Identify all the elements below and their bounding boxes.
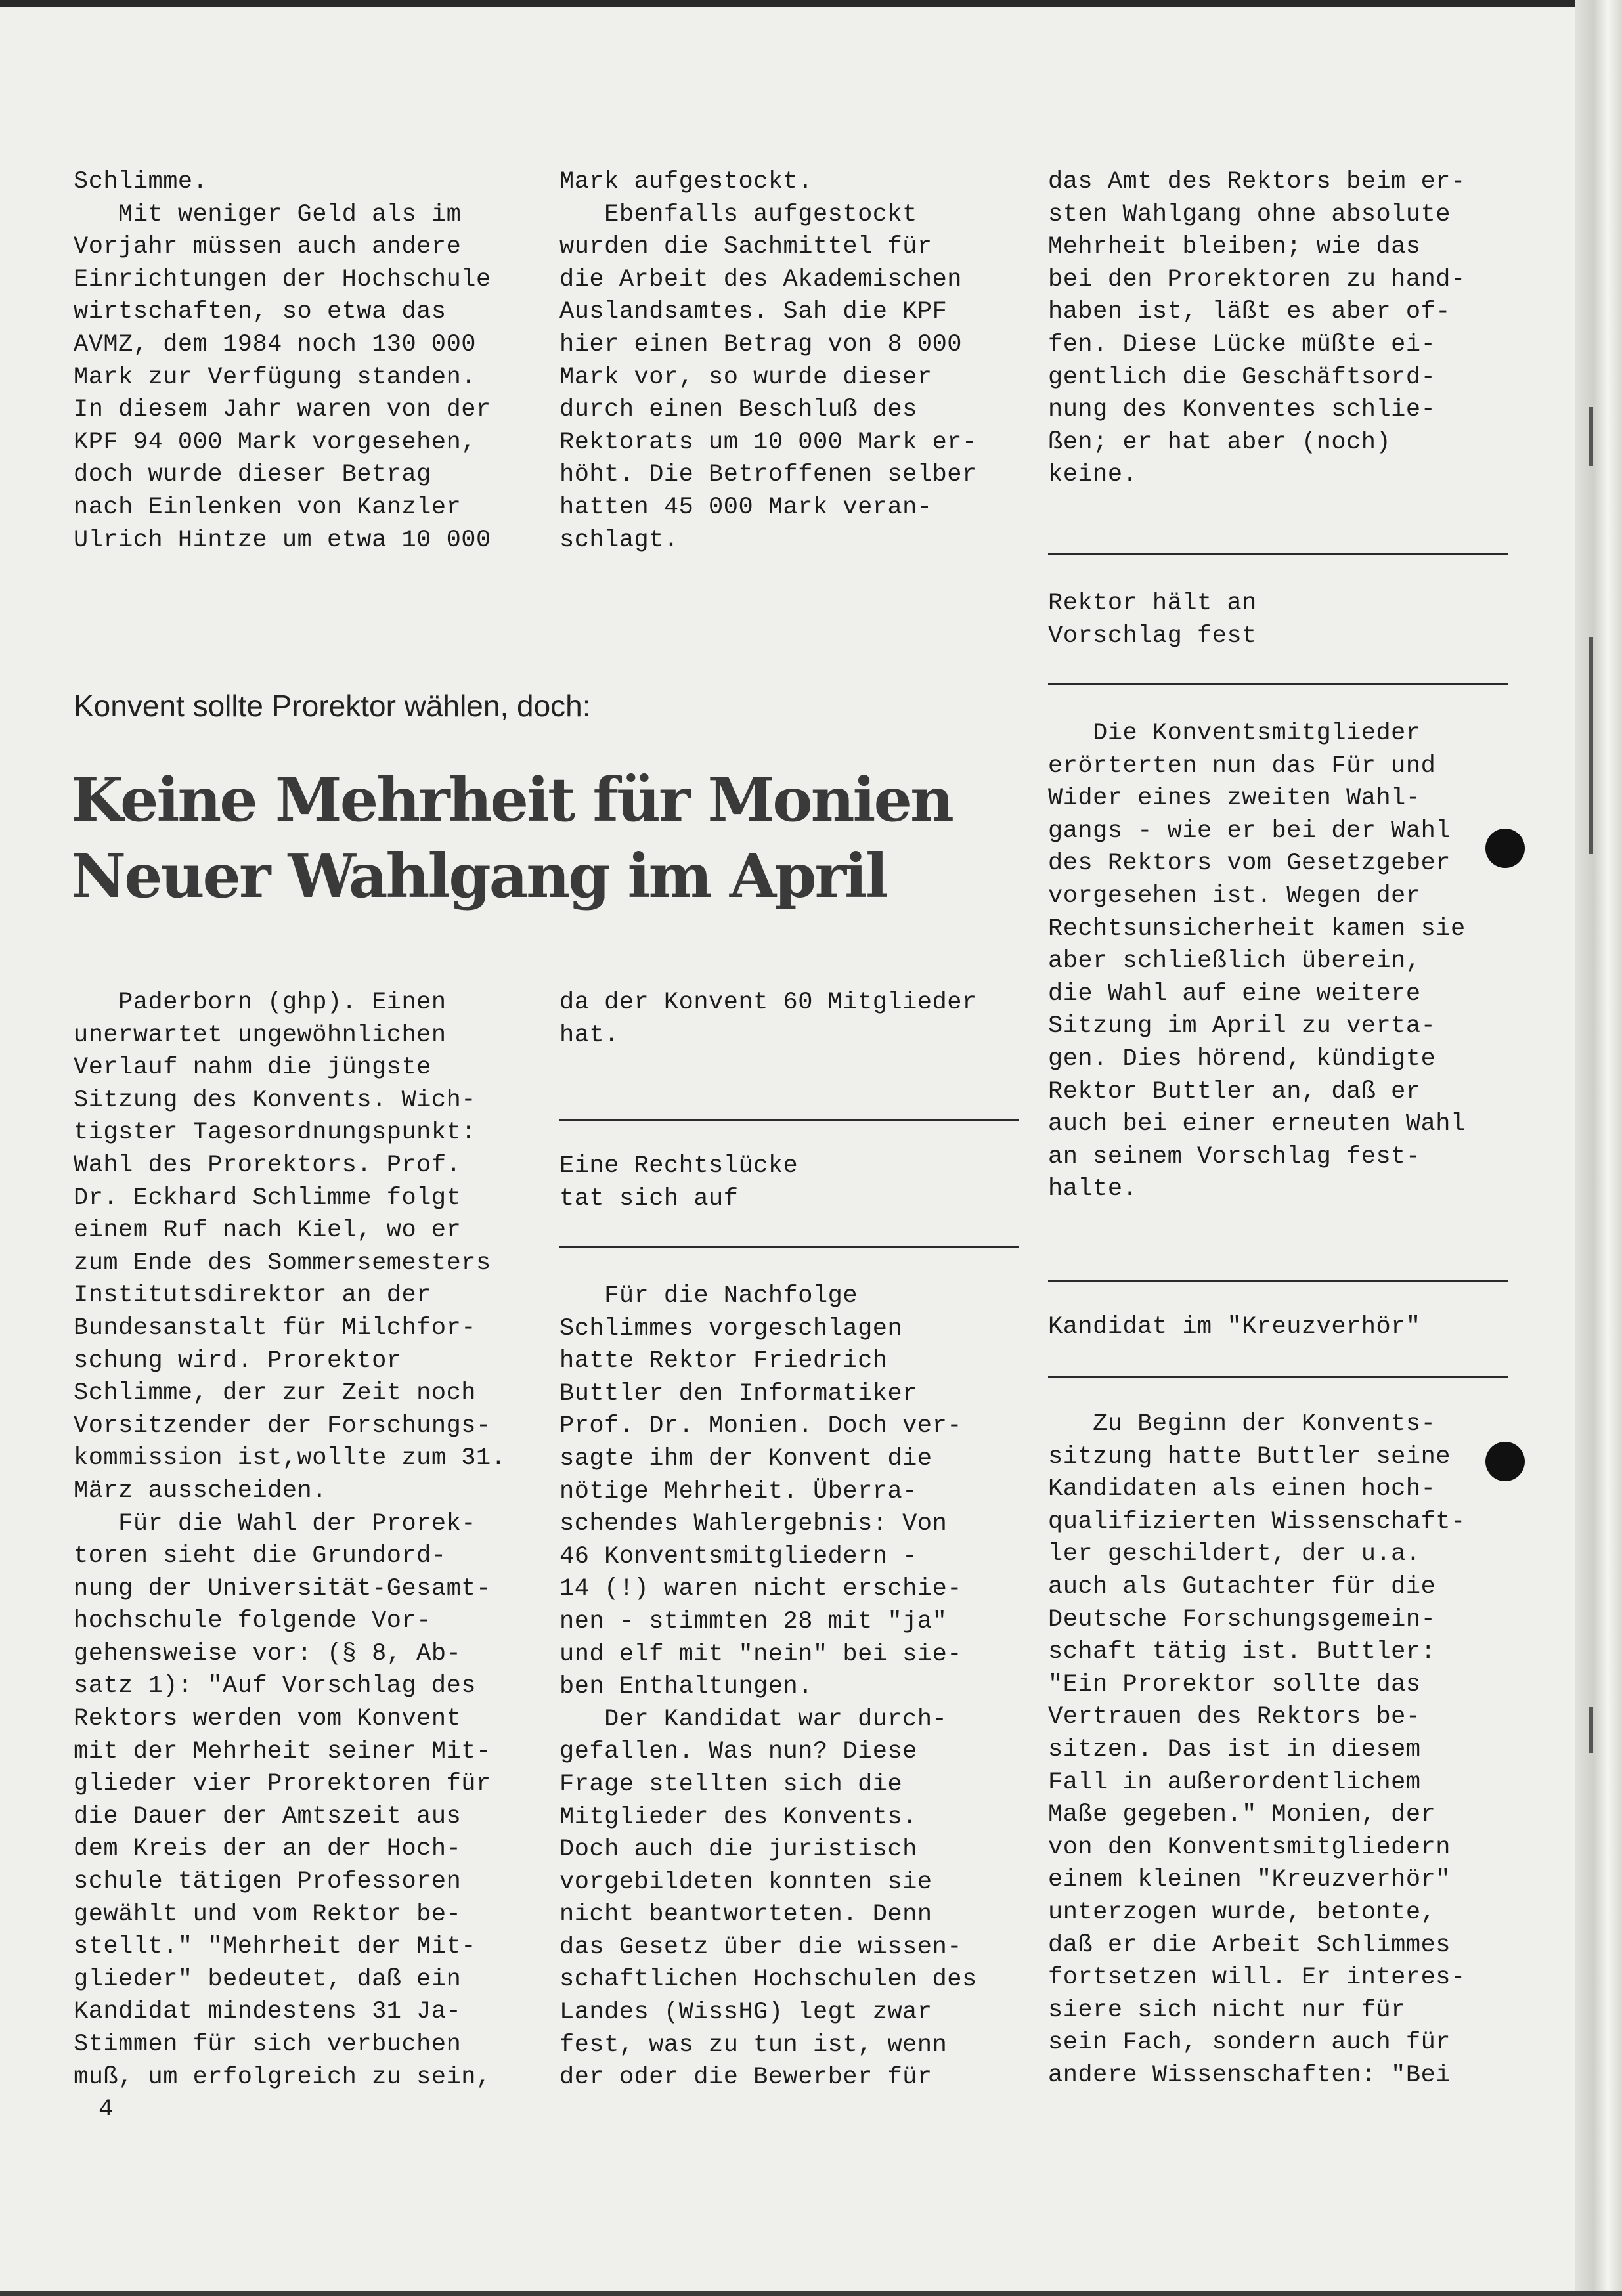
subhead-rechtsluecke: Eine Rechtslücke tat sich auf: [559, 1152, 799, 1213]
column-rule: [559, 1246, 1019, 1248]
column-rule: [1048, 683, 1508, 685]
article-column-1: Paderborn (ghp). Einen unerwartet ungewöhnlichen Verlauf nahm die jüngste Sitzung des Konvents. Wich- tigster Tagesordnungspunkt: Wahl des Prorektors. Prof. Dr. Eckhard Schlimme folgt einem Ruf nach Kiel, wo er zum Ende des Sommersemesters Institutsdirektor an der Bundesanstalt für Milchfor- schung wird. Prorektor Schlimme, der zur Zeit noch Vorsitzender der Forschungs- kommission ist,wollte zum 31. März ausscheiden. Für die Wahl der Prorek- toren sieht die Grundord- nung der Universität-Gesamt- hochschule folgende Vor- gehensweise vor: (§ 8, Ab- satz 1): "Auf Vorschlag des Rektors werden vom Konvent mit der Mehrheit seiner Mit- glieder vier Prorektoren für die Dauer der Amtszeit aus dem Kreis der an der Hoch- schule tätigen Professoren gewählt und vom Rektor be- stellt." "Mehrheit der Mit- glieder" bedeutet, daß ein Kandidat mindestens 31 Ja- Stimmen für sich verbuchen muß, um erfolgreich zu sein,: [74, 989, 506, 2091]
spine-mark: [1589, 637, 1593, 854]
subhead-rektor: Rektor hält an Vorschlag fest: [1048, 590, 1257, 650]
subhead-kandidat: Kandidat im "Kreuzverhör": [1048, 1313, 1421, 1341]
spine-mark: [1589, 1707, 1593, 1753]
page-fold-edge: [1575, 0, 1622, 2296]
headline: [71, 762, 952, 914]
column-3-middle: Die Konventsmitglieder erörterten nun das Für und Wider eines zweiten Wahl- gangs - wie er bei der Wahl des Rektors vom Gesetzgeber vorgesehen ist. Wegen der Rechtsunsicherheit kamen sie aber schließlich überein, die Wahl auf eine weitere Sitzung im April zu verta- gen. Dies hörend, kündigte Rektor Buttler an, daß er auch bei einer erneuten Wahl an seinem Vorschlag fest- halte.: [1048, 720, 1466, 1203]
column-rule: [559, 1119, 1019, 1121]
page-number: 4: [99, 2096, 114, 2123]
spine-mark: [1589, 407, 1593, 466]
scan-bottom-edge: [0, 2291, 1622, 2296]
column-3-bottom: Zu Beginn der Konvents- sitzung hatte Buttler seine Kandidaten als einen hoch- qualifizierten Wissenschaft- ler geschildert, der u.a. auch als Gutachter für die Deutsche Forschungsgemein- schaft tätig ist. Buttler: "Ein Prorektor sollte das Vertrauen des Rektors be- sitzen. Das ist in diesem Fall in außerordentlichem Maße gegeben." Monien, der von den Konventsmitgliedern einem kleinen "Kreuzverhör" unterzogen wurde, betonte, daß er die Arbeit Schlimmes fortsetzen will. Er interes- siere sich nicht nur für sein Fach, sondern auch für andere Wissenschaften: "Bei: [1048, 1410, 1466, 2089]
headline-line-2: Neuer Wahlgang im April: [71, 840, 887, 911]
kicker-line: Konvent sollte Prorektor wählen, doch:: [74, 689, 591, 723]
top-column-2: Mark aufgestockt. Ebenfalls aufgestockt wurden die Sachmittel für die Arbeit des Akademischen Auslandsamtes. Sah die KPF hier einen Betrag von 8 000 Mark vor, so wurde dieser durch einen Beschluß des Rektorats um 10 000 Mark er- höht. Die Betroffenen selber hatten 45 000 Mark veran- schlagt.: [559, 168, 977, 554]
column-rule: [1048, 1376, 1508, 1378]
scan-top-edge: [0, 0, 1622, 7]
column-rule: [1048, 1280, 1508, 1282]
column-rule: [1048, 553, 1508, 555]
article-column-2: Für die Nachfolge Schlimmes vorgeschlagen hatte Rektor Friedrich Buttler den Informatiker Prof. Dr. Monien. Doch ver- sagte ihm der Konvent die nötige Mehrheit. Überra- schendes Wahlergebnis: Von 46 Konventsmitgliedern - 14 (!) waren nicht erschie- nen - stimmten 28 mit "ja" und elf mit "nein" bei sie- ben Enthaltungen. Der Kandidat war durch- gefallen. Was nun? Diese Frage stellten sich die Mitglieder des Konvents. Doch auch die juristisch vorgebildeten konnten sie nicht beantworteten. Denn das Gesetz über die wissen- schaftlichen Hochschulen des Landes (WissHG) legt zwar fest, was zu tun ist, wenn der oder die Bewerber für: [559, 1282, 977, 2092]
punch-hole: [1485, 1442, 1525, 1481]
top-column-3: das Amt des Rektors beim er- sten Wahlgang ohne absolute Mehrheit bleiben; wie das bei den Prorektoren zu hand- haben ist, läßt es aber of- fen. Diese Lücke müßte ei- gentlich die Geschäftsord- nung des Konventes schlie- ßen; er hat aber (noch) keine.: [1048, 168, 1466, 489]
headline-line-1: Keine Mehrheit für Monien: [71, 764, 952, 835]
punch-hole: [1485, 829, 1525, 868]
article-column-2-top: da der Konvent 60 Mitglieder hat.: [559, 989, 977, 1049]
top-column-1: Schlimme. Mit weniger Geld als im Vorjahr müssen auch andere Einrichtungen der Hochschule wirtschaften, so etwa das AVMZ, dem 1984 noch 130 000 Mark zur Verfügung standen. In diesem Jahr waren von der KPF 94 000 Mark vorgesehen, doch wurde dieser Betrag nach Einlenken von Kanzler Ulrich Hintze um etwa 10 000: [74, 168, 491, 554]
